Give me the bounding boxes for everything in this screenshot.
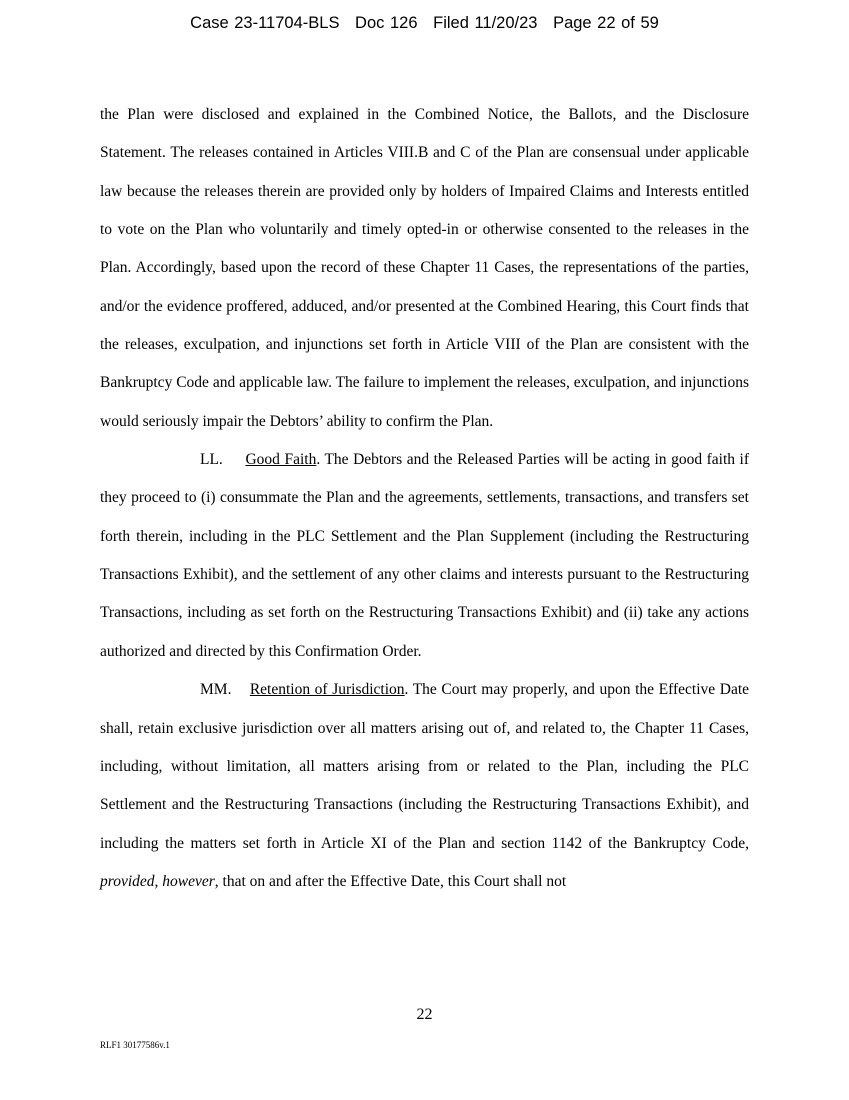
paragraph-ll-text: . The Debtors and the Released Parties will be acting in good faith if they proceed to (i) consummate the Plan and the agreements, settlements, transactions, and transfers set forth therein, including in the PLC Settlement and the Plan Supplement (including the Restructuring Transactions Exhibit), and the settlement of any other claims and interests pursuant to the Restructuring Transactions, including as set forth on the Restructuring Transactions Exhibit) and (ii) take any actions authorized and directed by this Confirmation Order. [100,451,750,660]
case-number: Case 23-11704-BLS [190,14,340,32]
section-heading-retention: Retention of Jurisdiction [249,681,405,699]
paragraph-ll [100,441,749,671]
page-number: 22 [416,1006,433,1023]
document-body [100,96,749,901]
section-label-mm: MM. [200,681,232,699]
filed-date: Filed 11/20/23 [433,14,538,32]
page-indicator: Page 22 of 59 [553,14,659,32]
doc-number: Doc 126 [355,14,418,32]
paragraph-mm-tail: , that on and after the Effective Date, this Court shall not [214,872,567,890]
paragraph-mm-text: . The Court may properly, and upon the Effective Date shall, retain exclusive jurisdiction over all matters arising out of, and related to, the Chapter 11 Cases, including, without limitation, all matters arising from or related to the Plan, including the PLC Settlement and the Restructuring Transactions (including the Restructuring Transactions Exhibit), and including the matters set forth in Article XI of the Plan and section 1142 of the Bankruptcy Code, [100,681,750,852]
section-heading-good-faith: Good Faith [245,451,317,469]
paragraph-mm [100,671,749,901]
paragraph-continued: the Plan were disclosed and explained in the Combined Notice, the Ballots, and the Disclosure Statement. The releases contained in Articles VIII.B and C of the Plan are consensual under applicable law because the releases therein are provided only by holders of Impaired Claims and Interests entitled to vote on the Plan who voluntarily and timely opted-in or otherwise consented to the releases in the Plan. Accordingly, based upon the record of these Chapter 11 Cases, the representations of the parties, and/or the evidence proffered, adduced, and/or presented at the Combined Hearing, this Court finds that the releases, exculpation, and injunctions set forth in Article VIII of the Plan are consistent with the Bankruptcy Code and applicable law. The failure to implement the releases, exculpation, and injunctions would seriously impair the Debtors’ ability to confirm the Plan. [100,106,749,430]
paragraph-mm-italic: provided, however [100,872,215,890]
section-label-ll: LL. [200,451,223,469]
document-id: RLF1 30177586v.1 [100,1040,170,1050]
page-header [0,14,849,33]
